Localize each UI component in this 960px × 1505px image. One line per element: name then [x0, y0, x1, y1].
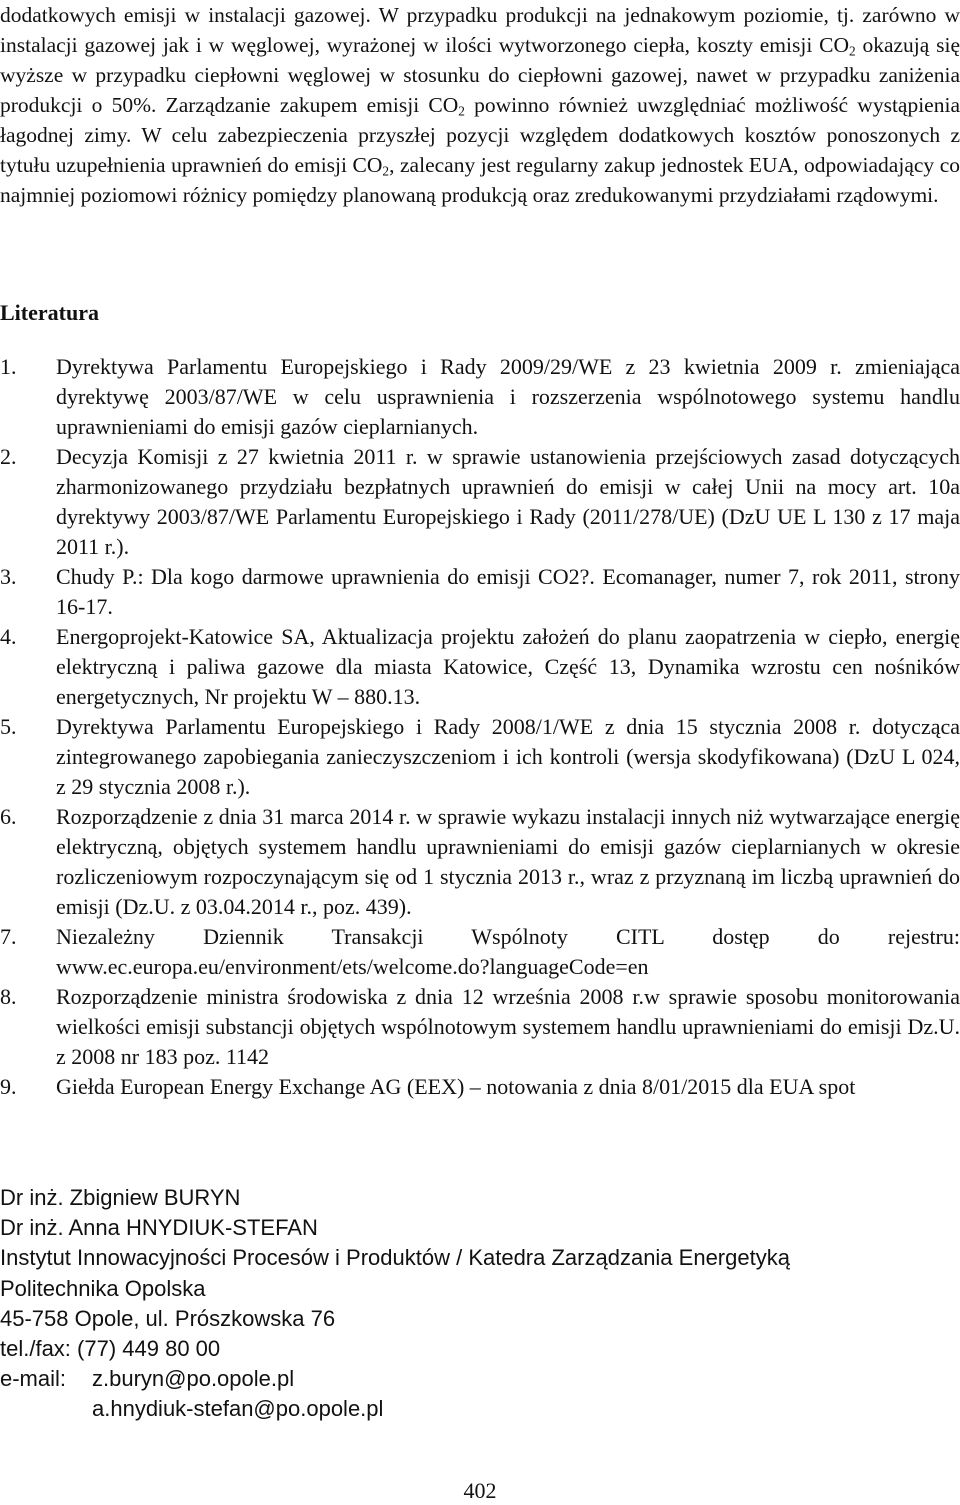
reference-text: Dyrektywa Parlamentu Europejskiego i Rady 2008/1/WE z dnia 15 stycznia 2008 r. dotycząca zintegrowanego zapobiegania zanieczyszczeniom i ich kontroli (wersja skodyfikowana) (DzU L 024, z 29 stycznia 2008 r.). — [56, 714, 960, 799]
reference-text: Rozporządzenie ministra środowiska z dnia 12 września 2008 r.w sprawie sposobu monitorowania wielkości emisji substancji objętych wspólnotowym systemem handlu uprawnieniami do emisji Dz.U. z 2008 nr 183 poz. 1142 — [56, 984, 960, 1069]
reference-number: 7. — [0, 924, 17, 949]
reference-number: 6. — [0, 804, 17, 829]
reference-number: 9. — [0, 1074, 17, 1099]
reference-item — [0, 712, 960, 802]
reference-item — [0, 982, 960, 1072]
intro-paragraph — [0, 0, 960, 210]
reference-text: Rozporządzenie z dnia 31 marca 2014 r. w sprawie wykazu instalacji innych niż wytwarzające energię elektryczną, objętych systemem handlu uprawnieniami do emisji gazów cieplarnianych w okresie rozliczeniowym rozpoczynającym się od 1 stycznia 2013 r., wraz z przyznaną im liczbą uprawnień do emisji (Dz.U. z 03.04.2014 r., poz. 439). — [56, 804, 960, 919]
reference-number: 4. — [0, 624, 17, 649]
reference-text: Niezależny Dziennik Transakcji Wspólnoty CITL dostęp do rejestru: www.ec.europa.eu/environment/ets/welcome.do?languageCode=en — [56, 924, 960, 979]
intro-text-part4: W celu zabezpieczenia przyszłej pozycji względem dodatkowych kosztów ponoszonych z tytułu uzupełnienia uprawnień do emisji CO — [0, 123, 960, 177]
author-address: 45-758 Opole, ul. Prószkowska 76 — [0, 1305, 336, 1331]
reference-text: Energoprojekt-Katowice SA, Aktualizacja projektu założeń do planu zaopatrzenia w ciepło, energię elektryczną i paliwa gazowe dla miasta Katowice, Część 13, Dynamika wzrostu cen nośników energetycznych, Nr projektu W – 880.13. — [56, 624, 960, 709]
reference-item — [0, 922, 960, 982]
reference-item — [0, 562, 960, 622]
reference-text: Dyrektywa Parlamentu Europejskiego i Rady 2009/29/WE z 23 kwietnia 2009 r. zmieniająca dyrektywę 2003/87/WE w celu usprawnienia i rozszerzenia wspólnotowego systemu handlu uprawnieniami do emisji gazów cieplarnianych. — [56, 354, 960, 439]
author-name: Dr inż. Zbigniew BURYN — [0, 1185, 241, 1210]
intro-text-part5: , zalecany jest regularny zakup jednostek EUA, odpowiadający co najmniej poziomowi różnicy pomiędzy planowaną produkcją oraz zredukowanymi przydziałami rządowymi. — [0, 153, 960, 207]
email-link[interactable]: z.buryn@po.opole.pl — [92, 1366, 295, 1392]
reference-item — [0, 802, 960, 922]
reference-number: 8. — [0, 984, 17, 1009]
author-university: Politechnika Opolska — [0, 1275, 206, 1301]
reference-list — [0, 352, 960, 1102]
reference-number: 3. — [0, 564, 17, 589]
reference-text: Decyzja Komisji z 27 kwietnia 2011 r. w sprawie ustanowienia przejściowych zasad dotyczących zharmonizowanego przydziału bezpłatnych uprawnień do emisji w całej Unii na mocy art. 10a dyrektywy 2003/87/WE Parlamentu Europejskiego i Rady (2011/278/UE) (DzU UE L 130 z 17 maja 2011 r.). — [56, 444, 960, 559]
author-name: Dr inż. Anna HNYDIUK-STEFAN — [0, 1215, 318, 1241]
intro-text — [0, 0, 960, 210]
reference-text: Giełda European Energy Exchange AG (EEX) – notowania z dnia 8/01/2015 dla EUA spot — [56, 1074, 856, 1099]
reference-number: 1. — [0, 354, 17, 379]
email-label: e-mail: — [0, 1366, 67, 1392]
intro-text-part2: okazują się wyższe w przypadku ciepłowni węglowej w stosunku do ciepłowni gazowej, nawet w przypadku zaniżenia produkcji o 50%. Zarządzanie zakupem emisji CO — [0, 33, 960, 117]
reference-number: 5. — [0, 714, 17, 739]
reference-item — [0, 352, 960, 442]
author-institute: Instytut Innowacyjności Procesów i Produktów / Katedra Zarządzania Energetyką — [0, 1245, 790, 1271]
page-number: 402 — [463, 1478, 497, 1503]
co2-subscript: 2 — [382, 163, 390, 179]
co2-subscript: 2 — [458, 103, 465, 119]
email-list — [92, 1364, 383, 1424]
intro-text-part3: powinno również uwzględniać możliwość wystąpienia łagodnej zimy. — [0, 93, 960, 147]
intro-text-part1: dodatkowych emisji w instalacji gazowej. W przypadku produkcji na jednakowym poziomie, tj. zarówno w instalacji gazowej jak i w węglowej, wyrażonej w ilości wytworzonego ciepła, koszty emisji CO — [0, 3, 960, 57]
author-block — [0, 1183, 960, 1425]
reference-item — [0, 1072, 960, 1102]
reference-number: 2. — [0, 444, 17, 469]
literature-heading: Literatura — [0, 300, 99, 325]
author-phone: tel./fax: (77) 449 80 00 — [0, 1336, 221, 1362]
email-link[interactable]: a.hnydiuk-stefan@po.opole.pl — [92, 1396, 384, 1422]
reference-item — [0, 442, 960, 562]
reference-item — [0, 622, 960, 712]
reference-text: Chudy P.: Dla kogo darmowe uprawnienia do emisji CO2?. Ecomanager, numer 7, rok 2011, strony 16-17. — [56, 564, 960, 619]
author-email-row — [0, 1364, 960, 1424]
co2-subscript: 2 — [848, 43, 856, 59]
